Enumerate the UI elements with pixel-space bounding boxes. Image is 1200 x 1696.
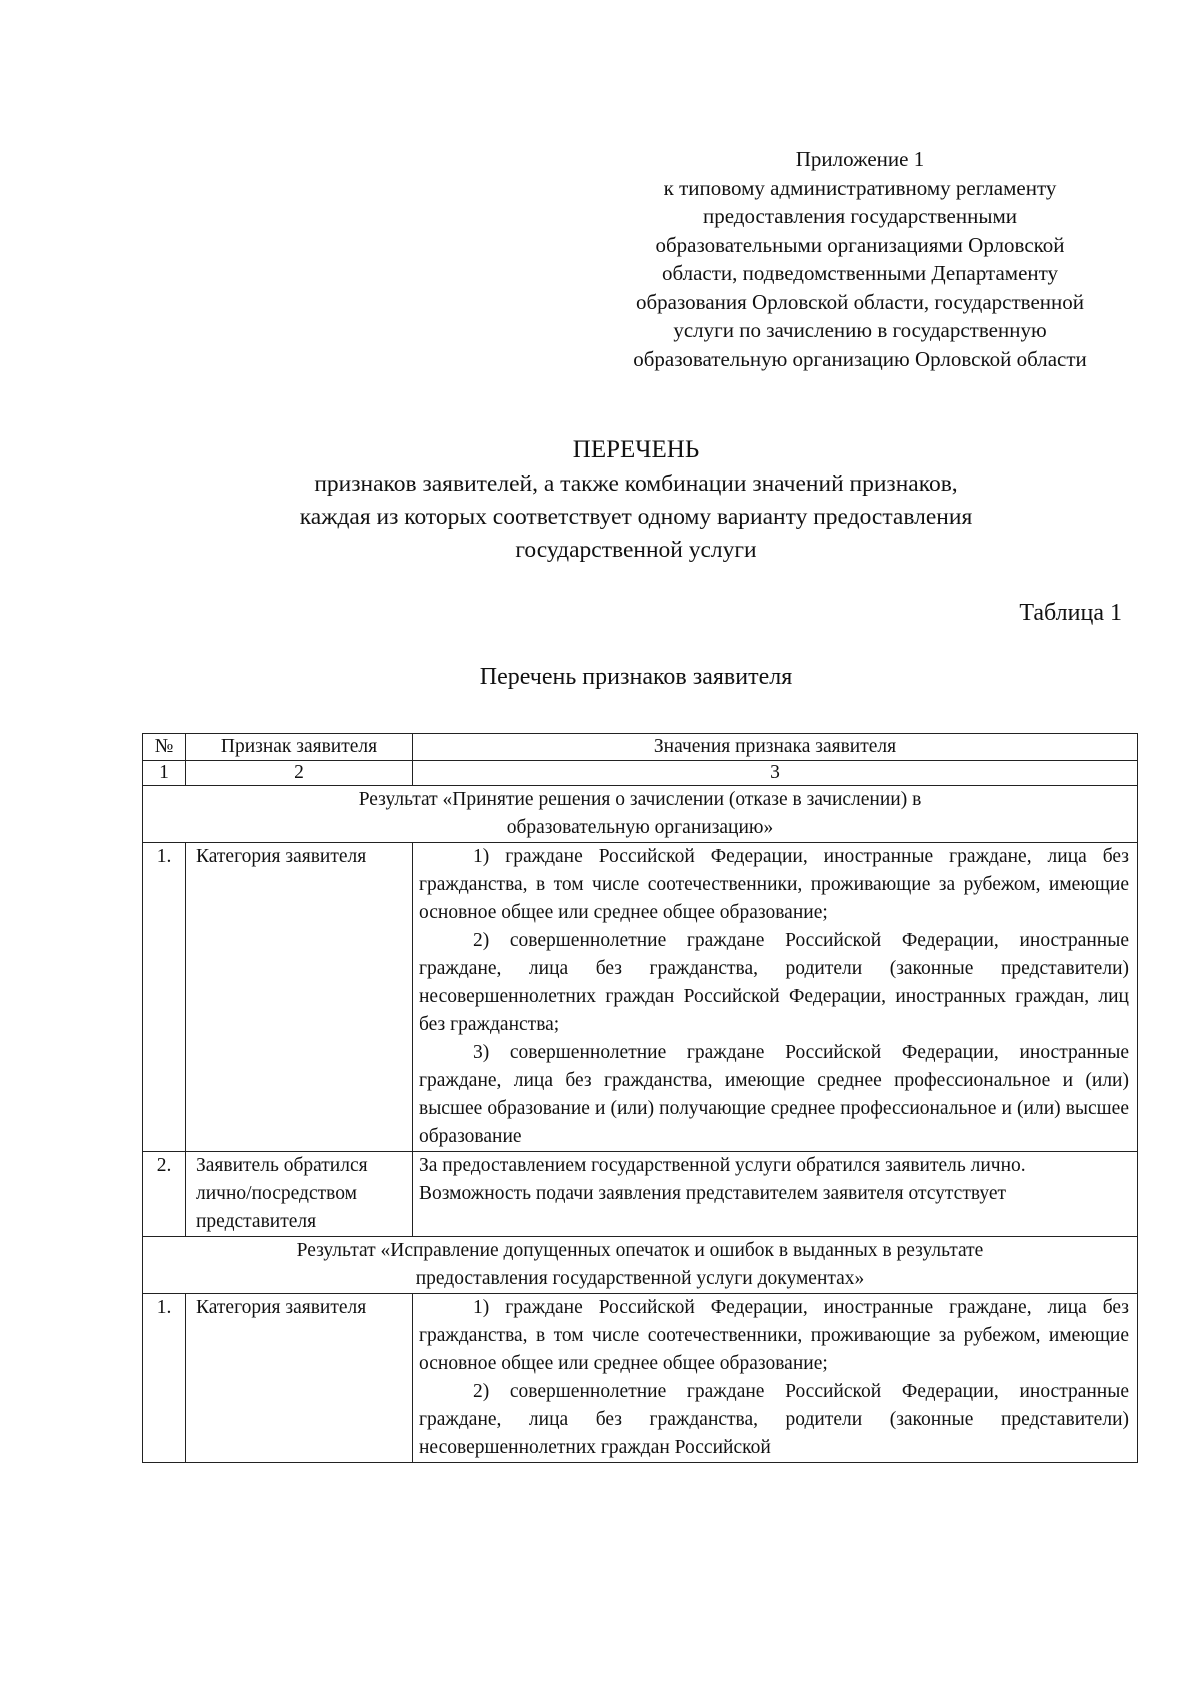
row-values — [413, 1152, 1138, 1237]
appendix-line: образования Орловской области, государственной — [636, 289, 1084, 314]
row-sign: Категория заявителя — [186, 843, 413, 1152]
values-clip — [419, 1294, 1129, 1462]
appendix-line: образовательную организацию Орловской области — [633, 346, 1087, 371]
table-index-row — [143, 761, 1138, 786]
title-subtitle-line: государственной услуги — [515, 537, 757, 563]
index-cell: 2 — [186, 761, 413, 786]
row-number: 2. — [143, 1152, 186, 1237]
value-paragraph: 1) граждане Российской Федерации, иностранные граждане, лица без гражданства, в том числе соотечественники, проживающие за рубежом, имеющие основное общее или среднее общее образование; — [419, 1297, 1129, 1374]
applicant-signs-table — [142, 733, 1138, 1463]
appendix-line: образовательными организациями Орловской — [655, 232, 1065, 257]
title-heading: ПЕРЕЧЕНЬ — [572, 436, 700, 463]
section-result-text: Результат «Принятие решения о зачислении (отказе в зачислении) в образовательную организацию» — [143, 786, 1138, 843]
section-result-row — [143, 786, 1138, 843]
value-paragraph: Возможность подачи заявления представителем заявителя отсутствует — [419, 1183, 1007, 1204]
index-cell: 3 — [413, 761, 1138, 786]
row-values — [413, 843, 1138, 1152]
table-row — [143, 1152, 1138, 1237]
title-subtitle-line: каждая из которых соответствует одному варианту предоставления — [299, 504, 973, 530]
table-row — [143, 843, 1138, 1152]
document-title — [130, 432, 1142, 567]
appendix-line: Приложение 1 — [795, 147, 925, 171]
index-cell: 1 — [143, 761, 186, 786]
section-result-row — [143, 1237, 1138, 1294]
table-header-row — [143, 734, 1138, 761]
table-number: Таблица 1 — [1019, 600, 1122, 626]
title-subtitle-line: признаков заявителей, а также комбинации значений признаков, — [314, 471, 958, 497]
row-values — [413, 1294, 1138, 1463]
row-sign: Заявитель обратился лично/посредством представителя — [186, 1152, 413, 1237]
header-cell-values: Значения признака заявителя — [413, 734, 1138, 761]
value-paragraph: За предоставлением государственной услуги обратился заявитель лично. — [419, 1155, 1026, 1176]
section-result-text: Результат «Исправление допущенных опечаток и ошибок в выданных в результате предоставления государственной услуги документах» — [143, 1237, 1138, 1294]
appendix-line: к типовому административному регламенту — [663, 175, 1057, 200]
row-number: 1. — [143, 1294, 186, 1463]
appendix-line: предоставления государственными — [703, 204, 1017, 228]
row-number: 1. — [143, 843, 186, 1152]
value-paragraph: 3) совершеннолетние граждане Российской Федерации, иностранные граждане, лица без гражданства, имеющие среднее профессиональное и (или) высшее образование и (или) получающие среднее профессиональное и (или) высшее образование — [419, 1042, 1129, 1147]
appendix-header — [600, 145, 1120, 373]
value-paragraph: 2) совершеннолетние граждане Российской Федерации, иностранные граждане, лица без гражданства, родители (законные представители) несовершеннолетних граждан Российской Федерации, иностранных граждан, лиц без гражданства; — [419, 930, 1129, 1035]
appendix-line: услуги по зачислению в государственную — [673, 318, 1047, 342]
appendix-line: области, подведомственными Департаменту — [661, 261, 1059, 285]
value-paragraph: 2) совершеннолетние граждане Российской Федерации, иностранные граждане, лица без гражданства, родители (законные представители) несовершеннолетних граждан Российской — [419, 1381, 1129, 1458]
value-paragraph: 1) граждане Российской Федерации, иностранные граждане, лица без гражданства, в том числе соотечественники, проживающие за рубежом, имеющие основное общее или среднее общее образование; — [419, 846, 1129, 923]
table-row — [143, 1294, 1138, 1463]
header-cell-sign: Признак заявителя — [186, 734, 413, 761]
header-cell-number: № — [143, 734, 186, 761]
row-sign: Категория заявителя — [186, 1294, 413, 1463]
table-caption: Перечень признаков заявителя — [479, 664, 793, 690]
